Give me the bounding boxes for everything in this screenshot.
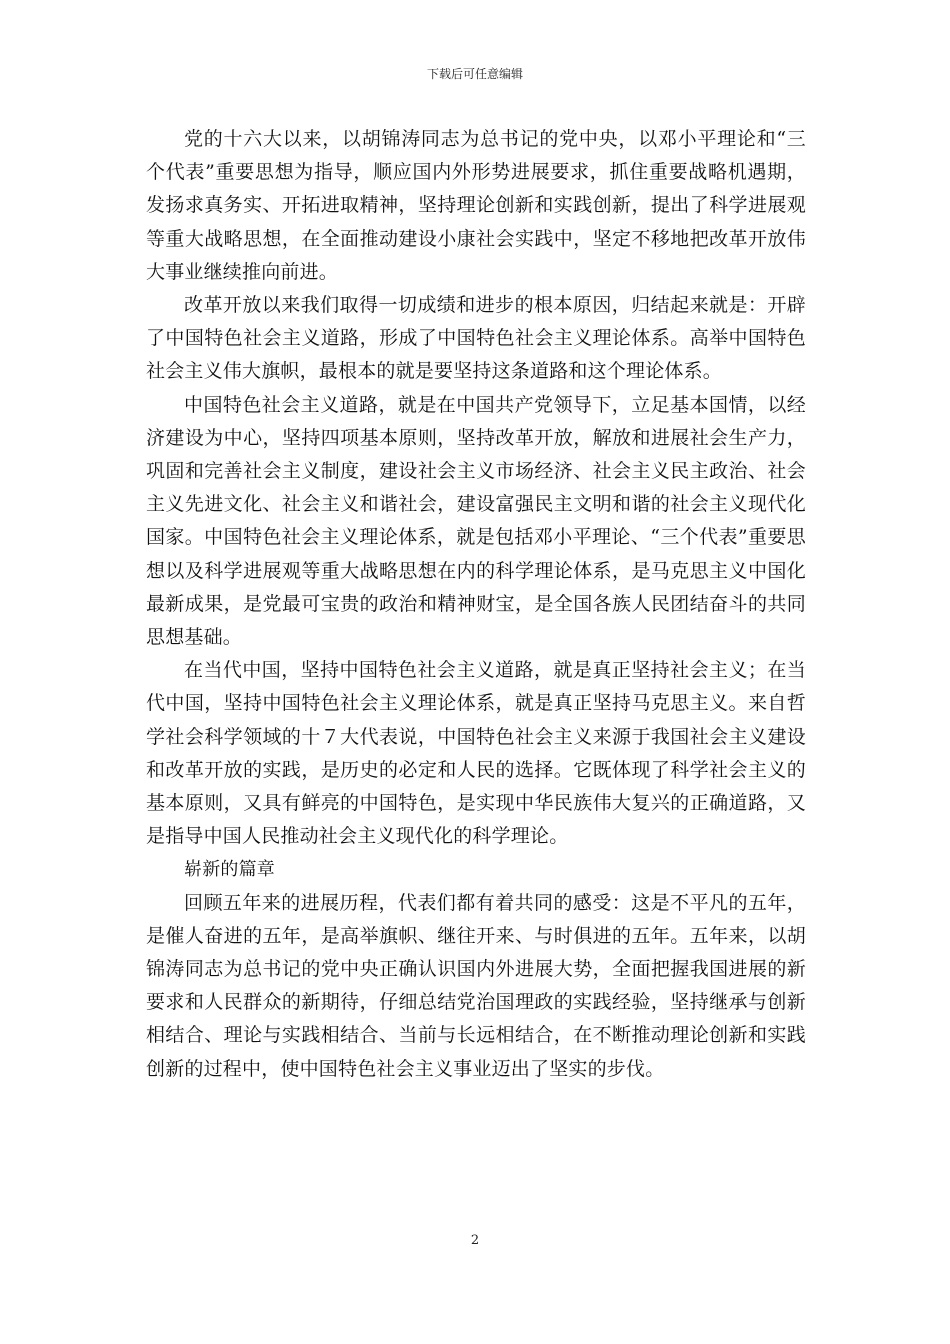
page-number: 2 (470, 1233, 480, 1248)
paragraph: 回顾五年来的进展历程，代表们都有着共同的感受：这是不平凡的五年，是催人奋进的五年，是高举旗帜、继往开来、与时俱进的五年。五年来，以胡锦涛同志为总书记的党中央正确认识国内外进展大势，全面把握我国进展的新要求和人民群众的新期待，仔细总结党治国理政的实践经验，坚持继承与创新相结合、理论与实践相结合、当前与长远相结合，在不断推动理论创新和实践创新的过程中，使中国特色社会主义事业迈出了坚实的步伐。 (146, 891, 806, 1080)
section-heading: 崭新的篇章 (184, 859, 275, 881)
paragraph: 中国特色社会主义道路，就是在中国共产党领导下，立足基本国情，以经济建设为中心，坚持四项基本原则，坚持改革开放，解放和进展社会生产力，巩固和完善社会主义制度，建设社会主义市场经济、社会主义民主政治、社会主义先进文化、社会主义和谐社会，建设富强民主文明和谐的社会主义现代化国家。中国特色社会主义理论体系，就是包括邓小平理论、“三个代表”重要思想以及科学进展观等重大战略思想在内的科学理论体系，是马克思主义中国化最新成果，是党最可宝贵的政治和精神财宝，是全国各族人民团结奋斗的共同思想基础。 (146, 393, 806, 649)
paragraph: 党的十六大以来，以胡锦涛同志为总书记的党中央，以邓小平理论和“三个代表”重要思想为指导，顺应国内外形势进展要求，抓住重要战略机遇期，发扬求真务实、开拓进取精神，坚持理论创新和实践创新，提出了科学进展观等重大战略思想，在全面推动建设小康社会实践中，坚定不移地把改革开放伟大事业继续推向前进。 (146, 128, 806, 283)
page-header: 下载后可任意编辑 (426, 67, 523, 81)
document-body (146, 123, 806, 1086)
paragraph: 在当代中国，坚持中国特色社会主义道路，就是真正坚持社会主义；在当代中国，坚持中国特色社会主义理论体系，就是真正坚持马克思主义。来自哲学社会科学领域的十７大代表说，中国特色社会主义来源于我国社会主义建设和改革开放的实践，是历史的必定和人民的选择。它既体现了科学社会主义的基本原则，又具有鲜亮的中国特色，是实现中华民族伟大复兴的正确道路，又是指导中国人民推动社会主义现代化的科学理论。 (146, 659, 806, 848)
paragraph: 改革开放以来我们取得一切成绩和进步的根本原因，归结起来就是：开辟了中国特色社会主义道路，形成了中国特色社会主义理论体系。高举中国特色社会主义伟大旗帜，最根本的就是要坚持这条道路和这个理论体系。 (146, 294, 806, 383)
